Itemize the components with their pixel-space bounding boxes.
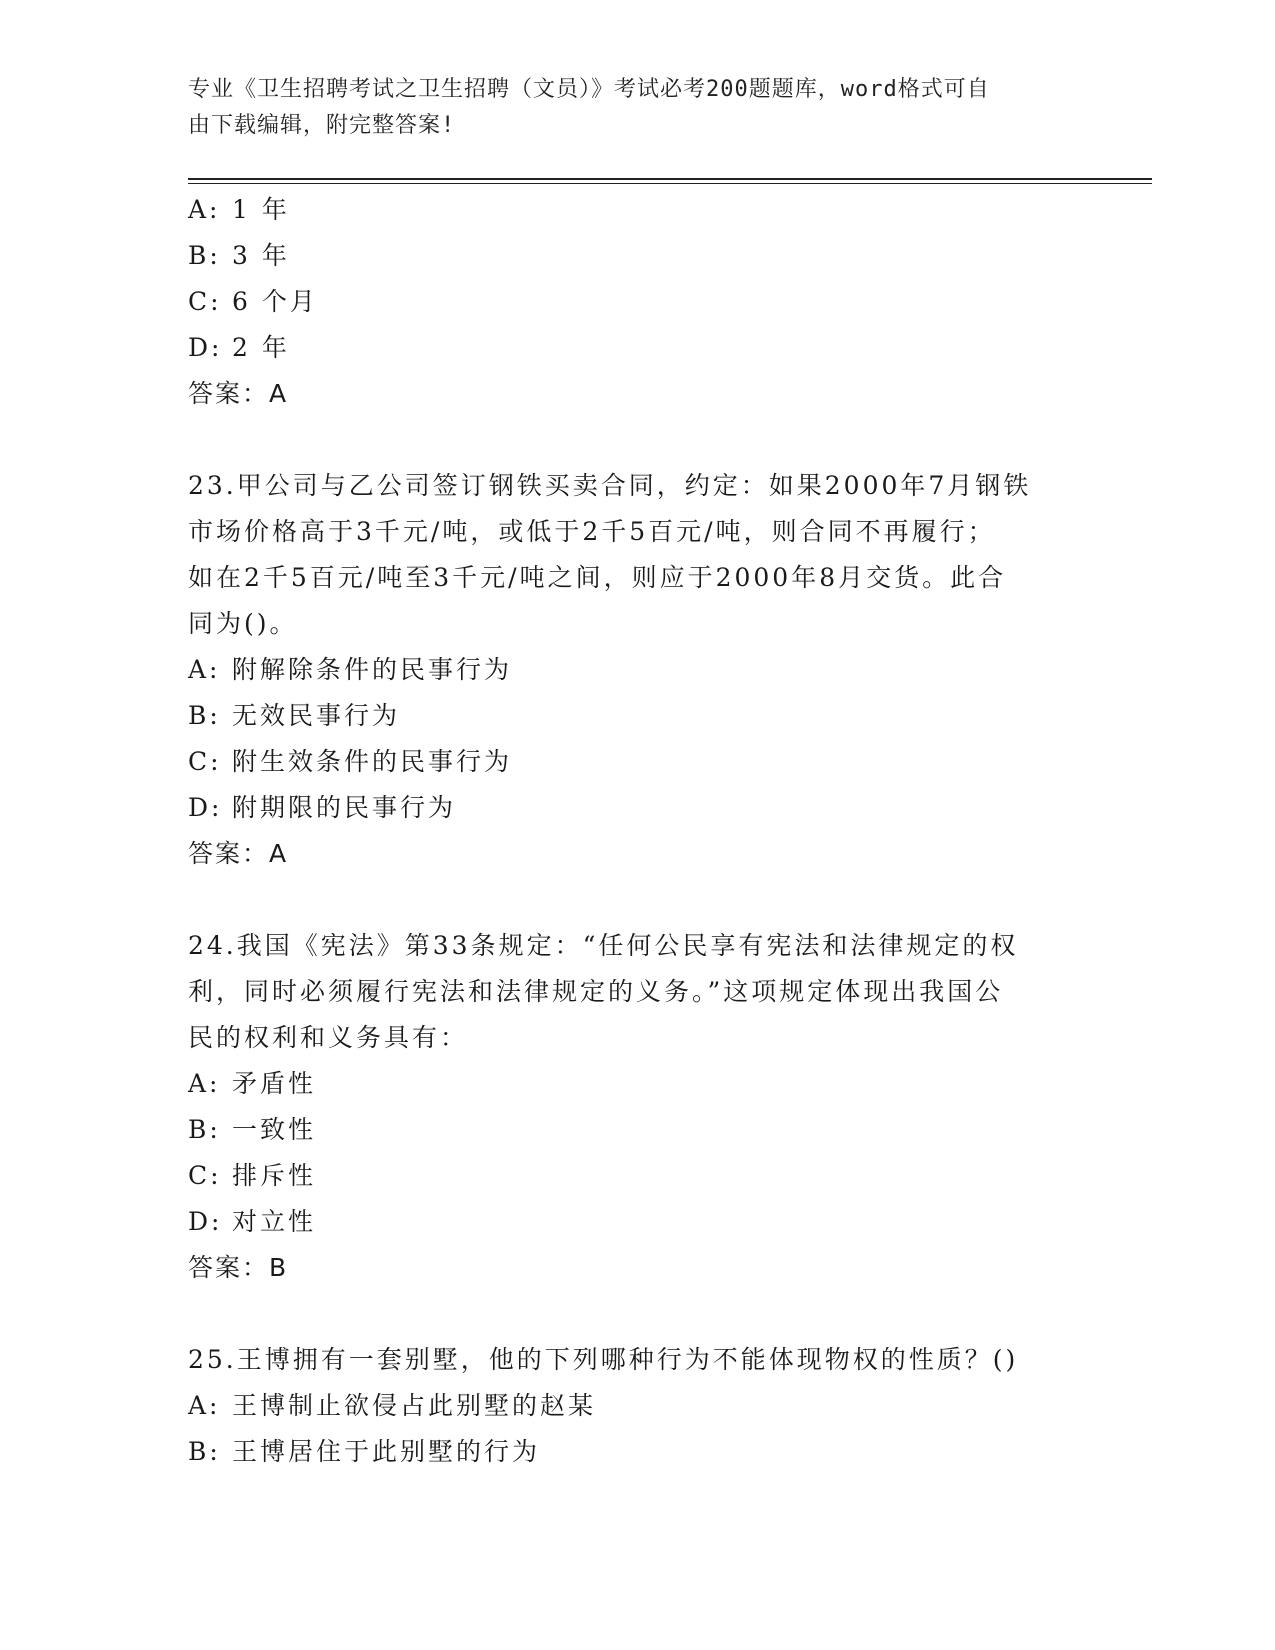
option-b <box>188 1429 1088 1475</box>
option-d <box>188 325 1088 371</box>
option-text: 附解除条件的民事行为 <box>232 655 513 684</box>
spacer <box>188 417 1088 463</box>
option-d <box>188 785 1088 831</box>
option-label: C: <box>188 1161 222 1190</box>
header-divider-thick <box>188 178 1152 180</box>
option-label: A: <box>188 195 221 224</box>
option-c <box>188 1153 1088 1199</box>
option-label: D: <box>188 1207 223 1236</box>
question-25 <box>188 1337 1088 1475</box>
option-text: 一致性 <box>232 1115 317 1144</box>
header-line-2: 由下载编辑，附完整答案! <box>188 113 456 138</box>
question-line: 24.我国《宪法》第33条规定：“任何公民享有宪法和法律规定的权 <box>188 931 1019 960</box>
question-text <box>188 923 1088 1061</box>
option-b <box>188 233 1088 279</box>
question-line: 民的权利和义务具有： <box>188 1023 469 1052</box>
question-list <box>188 187 1088 1475</box>
option-text: 附期限的民事行为 <box>232 793 457 822</box>
option-c <box>188 279 1088 325</box>
option-a <box>188 647 1088 693</box>
option-text: 无效民事行为 <box>232 701 401 730</box>
option-text: 6 个月 <box>232 287 318 316</box>
answer-line: 答案：B <box>188 1253 289 1282</box>
option-label: A: <box>188 655 221 684</box>
option-a <box>188 187 1088 233</box>
option-label: B: <box>188 701 221 730</box>
option-c <box>188 739 1088 785</box>
option-text: 3 年 <box>232 241 290 270</box>
option-text: 1 年 <box>232 195 290 224</box>
answer-line: 答案：A <box>188 839 289 868</box>
option-d <box>188 1199 1088 1245</box>
option-text: 王博制止欲侵占此别墅的赵某 <box>232 1391 597 1420</box>
option-b <box>188 1107 1088 1153</box>
question-line: 利，同时必须履行宪法和法律规定的义务。”这项规定体现出我国公 <box>188 977 1004 1006</box>
question-24 <box>188 923 1088 1291</box>
question-text <box>188 1337 1088 1383</box>
option-b <box>188 693 1088 739</box>
option-text: 对立性 <box>232 1207 317 1236</box>
spacer <box>188 1291 1088 1337</box>
question-text <box>188 463 1088 647</box>
option-a <box>188 1383 1088 1429</box>
option-label: A: <box>188 1069 221 1098</box>
header-line-1: 专业《卫生招聘考试之卫生招聘（文员）》考试必考200题题库，word格式可自 <box>188 77 990 102</box>
option-label: C: <box>188 287 222 316</box>
question-line: 23.甲公司与乙公司签订钢铁买卖合同，约定：如果2000年7月钢铁 <box>188 471 1032 500</box>
option-label: A: <box>188 1391 221 1420</box>
option-label: C: <box>188 747 222 776</box>
answer-line: 答案：A <box>188 379 289 408</box>
question-line: 市场价格高于3千元/吨，或低于2千5百元/吨，则合同不再履行； <box>188 517 996 546</box>
option-text: 王博居住于此别墅的行为 <box>232 1437 541 1466</box>
option-label: B: <box>188 1437 221 1466</box>
question-23 <box>188 463 1088 877</box>
question-line: 如在2千5百元/吨至3千元/吨之间，则应于2000年8月交货。此合 <box>188 563 1007 592</box>
option-label: B: <box>188 241 221 270</box>
option-text: 矛盾性 <box>232 1069 317 1098</box>
option-label: D: <box>188 793 223 822</box>
question-22 <box>188 187 1088 417</box>
option-text: 附生效条件的民事行为 <box>232 747 513 776</box>
header-divider-thin <box>188 183 1152 184</box>
spacer <box>188 877 1088 923</box>
option-label: D: <box>188 333 223 362</box>
document-header <box>188 72 1068 144</box>
option-a <box>188 1061 1088 1107</box>
option-label: B: <box>188 1115 221 1144</box>
question-line: 同为()。 <box>188 609 298 638</box>
question-line: 25.王博拥有一套别墅，他的下列哪种行为不能体现物权的性质？() <box>188 1345 1019 1374</box>
option-text: 排斥性 <box>232 1161 317 1190</box>
option-text: 2 年 <box>232 333 290 362</box>
